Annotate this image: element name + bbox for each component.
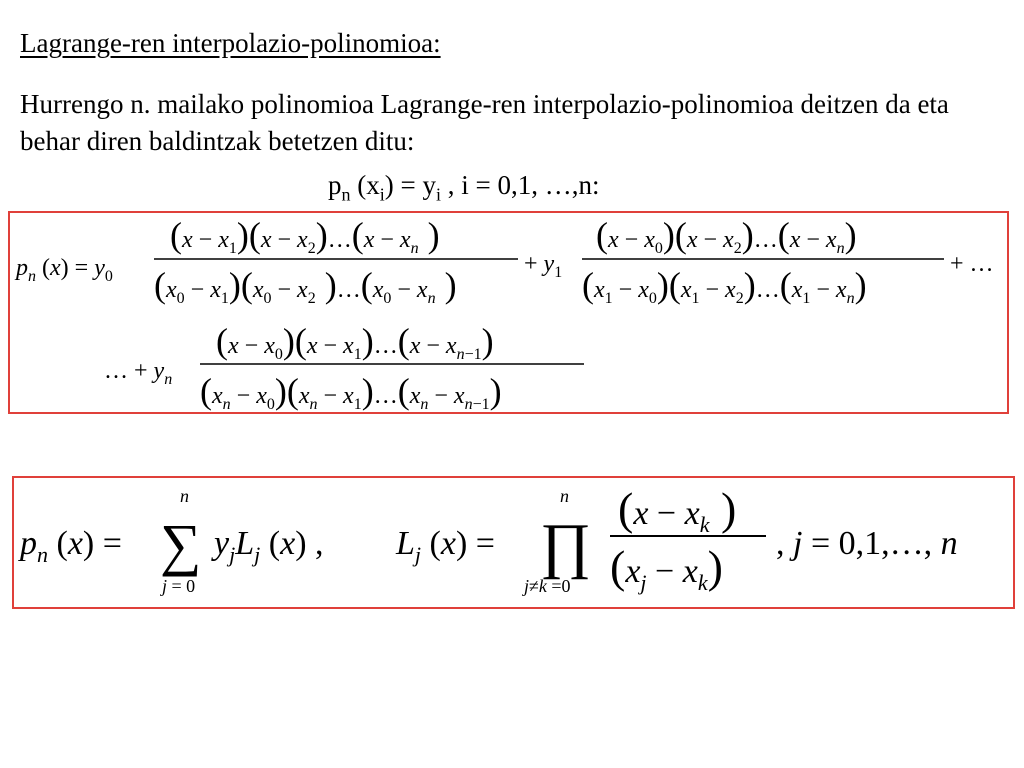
svg-text:(x − x0)(x − x1)…(x − xn−1): $(x - x_0)(x$ − $x_1)\dots(x - x_n-1)$ [216,321,494,363]
svg-text:(x − x0)(x − x2)…(x − xn): $(x - x_0)(x$ − $x_2)\dots(x - x_n)$ [596,215,857,257]
svg-text:+ …: + … [950,251,994,277]
lagrange-expanded-formula [10,213,1007,412]
cond-mid2: ) = y [384,170,436,200]
cond-p: p [328,170,342,200]
svg-text:(x − xk ): ($x - x_k$ ) [618,483,737,537]
cond-rest: , i = 0,1, …,n: [441,170,600,200]
lagrange-compact-formula-box [12,476,1015,609]
cond-y-sub: i [435,184,441,205]
svg-text:∏: ∏ [540,512,592,580]
svg-text:, j = 0,1,…, n: , j = 0,1,…, n [776,525,958,562]
svg-text:pn (x) =: $p_n$ (x) = [20,525,122,567]
svg-text:Lj (x) =: $L_j$ (x) = [396,525,495,567]
svg-text:(x − x1)(x − x2)…(x − xn ): $(x - x_1)(x$ − $x_2)\dots(x - x_n$ ) [170,215,440,257]
definition-paragraph: Hurrengo n. mailako polinomioa Lagrange-ren interpolazio-polinomioa deitzen da eta behar diren baldintzak betetzen ditu: [20,89,949,156]
lagrange-compact-formula [14,478,1013,607]
svg-text:(x1 − x0)(x1 − x2)…(x1 − xn): $(x_1 - x_0)(x_1$ − $x_2)\dots(x_1 - x_n)$ [582,265,867,307]
svg-text:… + yn: … + $y_n$ [104,358,173,388]
cond-x-sub: i [379,184,385,205]
svg-text:∑: ∑ [160,512,202,577]
lagrange-expanded-formula-box [8,211,1009,414]
svg-text:yjLj (x) ,: $y_jL_j$ (x) , [214,525,324,567]
section-heading: Lagrange-ren interpolazio-polinomioa: [20,28,441,58]
svg-text:(xj − xk): $(x_j - x_k)$ [610,541,723,595]
cond-p-sub: n [341,184,351,205]
svg-text:n: n [180,486,189,506]
svg-text:n: n [560,486,569,506]
svg-text:+ y1: + $y_1$ [524,251,563,281]
svg-text:j = 0: j = 0 [162,576,196,596]
svg-text:pn (x) = y0: $p_n$ $(x) = y_0$ [16,255,113,285]
svg-text:j≠k =0: j≠k =0 [524,576,571,596]
svg-text:(xn − x0)(xn − x1)…(xn − xn−1): $(x_n - x_0)(x_n$ − $x_1)\dots(x_n - x_n-1)$ [200,371,502,412]
svg-text:(x0 − x1)(x0 − x2 )…(x0 − xn ): $(x_0 - x_1)(x_0 - x_2$ )$\dots(x_0 - x_n$ ) [154,265,457,307]
interpolation-condition [328,170,599,205]
cond-mid1: (x [350,170,380,200]
